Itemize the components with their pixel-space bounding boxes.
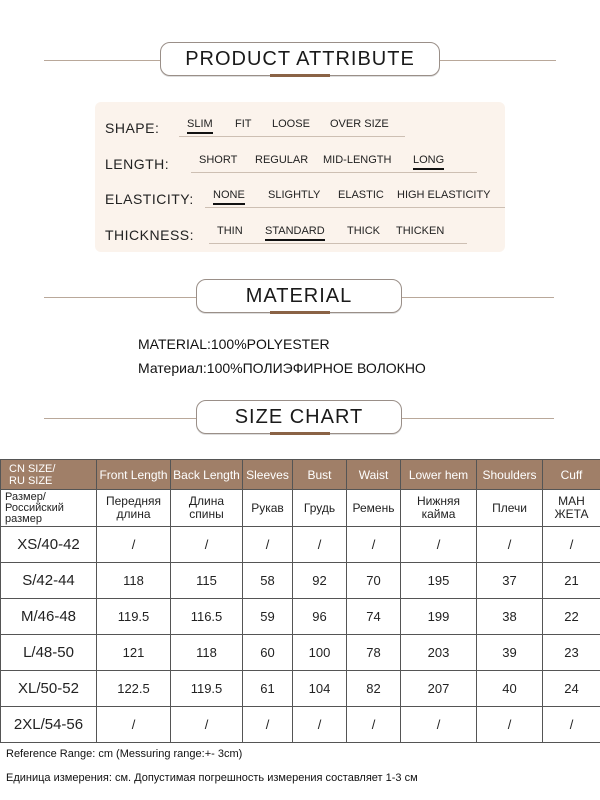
table-cell: /: [171, 527, 243, 563]
divider-line: [402, 297, 554, 298]
table-cell: 37: [477, 563, 543, 599]
section-title: SIZE CHART: [196, 400, 402, 434]
attribute-option-selected: NONE: [213, 189, 245, 201]
table-cell: /: [347, 707, 401, 743]
table-row: [1, 707, 600, 743]
table-cell: /: [347, 527, 401, 563]
attribute-baseline: [205, 207, 505, 208]
table-cell: Front Length: [97, 460, 171, 490]
table-cell: 24: [543, 671, 600, 707]
table-cell: 116.5: [171, 599, 243, 635]
table-cell: Sleeves: [243, 460, 293, 490]
attribute-option: ELASTIC: [338, 189, 384, 201]
table-cell: L/48-50: [1, 635, 97, 671]
table-cell: /: [401, 527, 477, 563]
attribute-label: THICKNESS:: [105, 227, 195, 243]
attribute-option-selected: LONG: [413, 154, 445, 166]
table-cell: S/42-44: [1, 563, 97, 599]
table-cell: 119.5: [171, 671, 243, 707]
table-cell: XS/40-42: [1, 527, 97, 563]
table-cell: /: [243, 527, 293, 563]
material-header: [0, 277, 600, 317]
table-cell: Размер/ Российский размер: [1, 490, 97, 527]
table-cell: 96: [293, 599, 347, 635]
attribute-option: SHORT: [199, 154, 238, 166]
size-chart-header: [0, 398, 600, 438]
table-header-row: [1, 460, 600, 490]
table-cell: 21: [543, 563, 600, 599]
table-cell: Передняя длина: [97, 490, 171, 527]
table-cell: 40: [477, 671, 543, 707]
table-row: [1, 671, 600, 707]
table-cell: 203: [401, 635, 477, 671]
material-english: MATERIAL:100%POLYESTER: [138, 336, 330, 352]
material-russian: Материал:100%ПОЛИЭФИРНОЕ ВОЛОКНО: [138, 360, 426, 376]
table-cell: Плечи: [477, 490, 543, 527]
divider-line: [440, 60, 556, 61]
table-cell: /: [477, 707, 543, 743]
attribute-baseline: [191, 172, 477, 173]
divider-line: [44, 60, 160, 61]
table-cell: /: [401, 707, 477, 743]
attribute-option: OVER SIZE: [330, 118, 389, 130]
table-header-row-ru: [1, 490, 600, 527]
size-chart-table: [0, 459, 600, 743]
table-cell: Ремень: [347, 490, 401, 527]
attribute-option: HIGH ELASTICITY: [397, 189, 491, 201]
attribute-label: ELASTICITY:: [105, 191, 194, 207]
table-cell: Длина спины: [171, 490, 243, 527]
table-cell: 60: [243, 635, 293, 671]
table-cell: 39: [477, 635, 543, 671]
title-underbar: [270, 311, 330, 314]
attribute-panel: [95, 102, 505, 252]
table-cell: МАН ЖЕТА: [543, 490, 600, 527]
table-row: [1, 563, 600, 599]
table-cell: Waist: [347, 460, 401, 490]
attribute-row: [105, 150, 505, 180]
table-cell: /: [97, 527, 171, 563]
table-cell: 23: [543, 635, 600, 671]
title-underbar: [270, 74, 330, 77]
attribute-option: LOOSE: [272, 118, 310, 130]
attribute-option: THIN: [217, 225, 243, 237]
attribute-option: SLIGHTLY: [268, 189, 321, 201]
table-cell: 70: [347, 563, 401, 599]
table-cell: 119.5: [97, 599, 171, 635]
attribute-option: REGULAR: [255, 154, 309, 166]
table-cell: Cuff: [543, 460, 600, 490]
table-cell: M/46-48: [1, 599, 97, 635]
attribute-option: FIT: [235, 118, 252, 130]
table-cell: 100: [293, 635, 347, 671]
table-cell: 82: [347, 671, 401, 707]
table-cell: 104: [293, 671, 347, 707]
table-cell: XL/50-52: [1, 671, 97, 707]
table-cell: /: [97, 707, 171, 743]
table-cell: 2XL/54-56: [1, 707, 97, 743]
reference-range-note: Reference Range: cm (Messuring range:+- 3cm): [6, 748, 243, 760]
attribute-row: [105, 185, 505, 215]
table-cell: Shoulders: [477, 460, 543, 490]
table-cell: 199: [401, 599, 477, 635]
table-row: [1, 635, 600, 671]
table-cell: 122.5: [97, 671, 171, 707]
table-cell: /: [171, 707, 243, 743]
attribute-option: THICK: [347, 225, 380, 237]
product-attribute-header: [0, 40, 600, 80]
table-cell: 22: [543, 599, 600, 635]
table-cell: 61: [243, 671, 293, 707]
divider-line: [44, 418, 196, 419]
table-cell: 59: [243, 599, 293, 635]
table-cell: /: [243, 707, 293, 743]
table-cell: 58: [243, 563, 293, 599]
table-cell: Back Length: [171, 460, 243, 490]
table-cell: /: [543, 707, 600, 743]
divider-line: [44, 297, 196, 298]
table-cell: /: [477, 527, 543, 563]
table-cell: /: [293, 707, 347, 743]
table-cell: 92: [293, 563, 347, 599]
attribute-label: LENGTH:: [105, 156, 170, 172]
table-row: [1, 527, 600, 563]
attribute-row: [105, 114, 505, 144]
table-cell: 74: [347, 599, 401, 635]
table-cell: /: [543, 527, 600, 563]
section-title: PRODUCT ATTRIBUTE: [160, 42, 440, 76]
attribute-label: SHAPE:: [105, 120, 160, 136]
reference-range-note-ru: Единица измерения: см. Допустимая погрешность измерения составляет 1-3 см: [6, 772, 418, 784]
attribute-baseline: [179, 136, 405, 137]
table-cell: Bust: [293, 460, 347, 490]
attribute-row: [105, 221, 505, 251]
attribute-option-selected: SLIM: [187, 118, 213, 130]
table-row: [1, 599, 600, 635]
table-cell: 38: [477, 599, 543, 635]
attribute-baseline: [209, 243, 467, 244]
table-cell: Рукав: [243, 490, 293, 527]
attribute-option: MID-LENGTH: [323, 154, 392, 166]
attribute-option: THICKEN: [396, 225, 445, 237]
table-cell: 118: [171, 635, 243, 671]
table-cell: 78: [347, 635, 401, 671]
table-cell: 115: [171, 563, 243, 599]
title-underbar: [270, 432, 330, 435]
table-cell: 118: [97, 563, 171, 599]
table-cell: 195: [401, 563, 477, 599]
table-cell: /: [293, 527, 347, 563]
table-cell: Lower hem: [401, 460, 477, 490]
divider-line: [402, 418, 554, 419]
section-title: MATERIAL: [196, 279, 402, 313]
table-cell: 207: [401, 671, 477, 707]
table-cell: Нижняя кайма: [401, 490, 477, 527]
table-cell: Грудь: [293, 490, 347, 527]
table-cell: 121: [97, 635, 171, 671]
table-cell: CN SIZE/ RU SIZE: [1, 460, 97, 490]
attribute-option-selected: STANDARD: [265, 225, 325, 237]
